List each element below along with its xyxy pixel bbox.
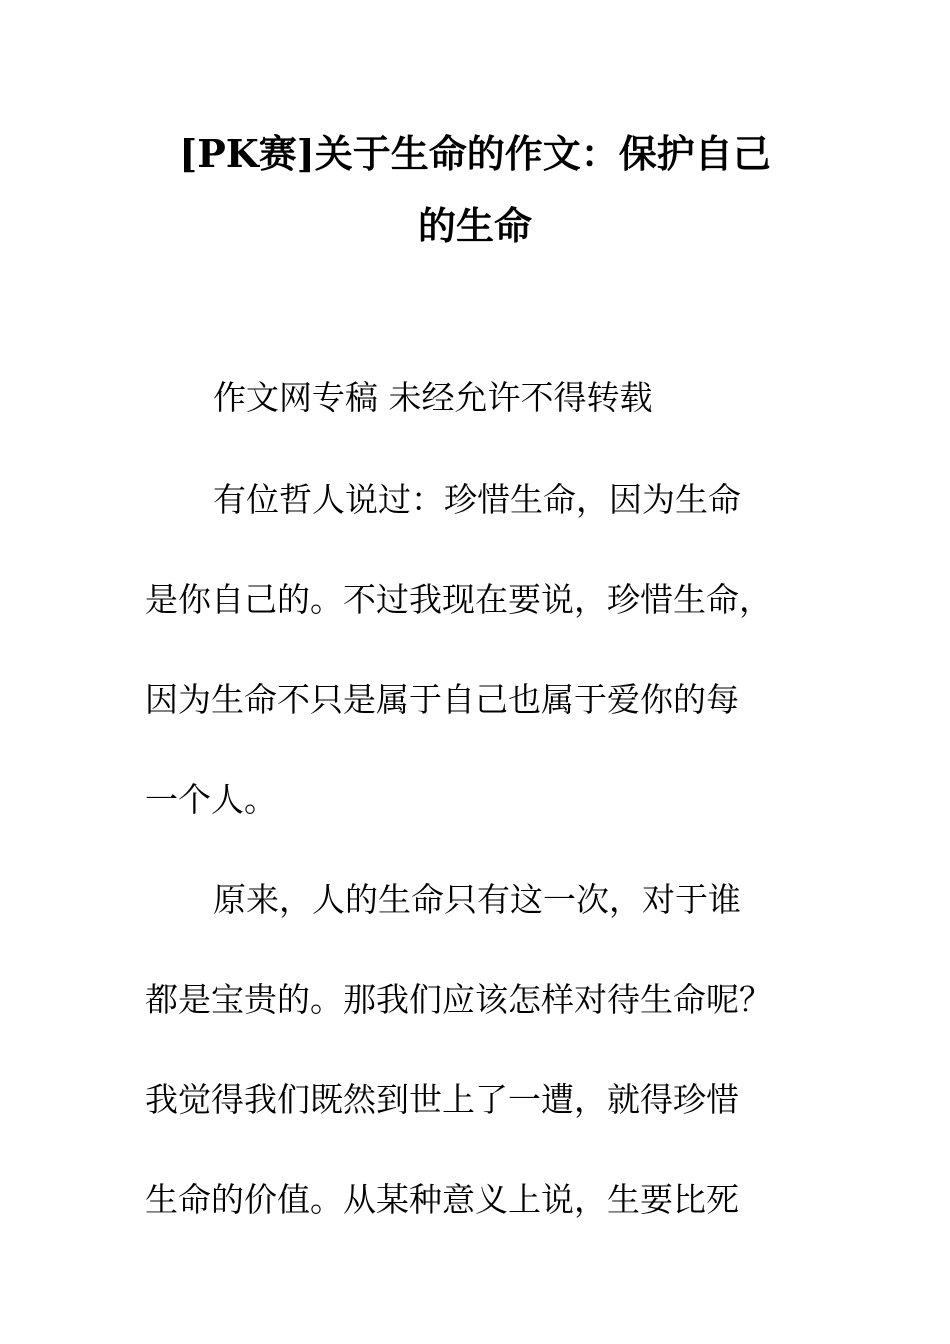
document-title-line-2: 的生命 — [417, 203, 532, 248]
paragraph-2-line-1: 原来，人的生命只有这一次，对于谁 — [213, 880, 741, 919]
paragraph-1-line-4: 一个人。 — [145, 780, 277, 819]
paragraph-2-line-3: 我觉得我们既然到世上了一遭，就得珍惜 — [145, 1080, 739, 1119]
paragraph-1-line-2: 是你自己的。不过我现在要说，珍惜生命， — [145, 580, 772, 619]
document-title-line-1: [PK赛]关于生命的作文：保护自己 — [179, 131, 771, 176]
byline: 作文网专稿 未经允许不得转载 — [213, 378, 653, 417]
paragraph-2-line-2: 都是宝贵的。那我们应该怎样对待生命呢？ — [145, 980, 772, 1019]
paragraph-1-line-3: 因为生命不只是属于自己也属于爱你的每 — [145, 680, 739, 719]
paragraph-2-line-4: 生命的价值。从某种意义上说，生要比死 — [145, 1180, 739, 1219]
paragraph-1-line-1: 有位哲人说过：珍惜生命，因为生命 — [213, 480, 741, 519]
